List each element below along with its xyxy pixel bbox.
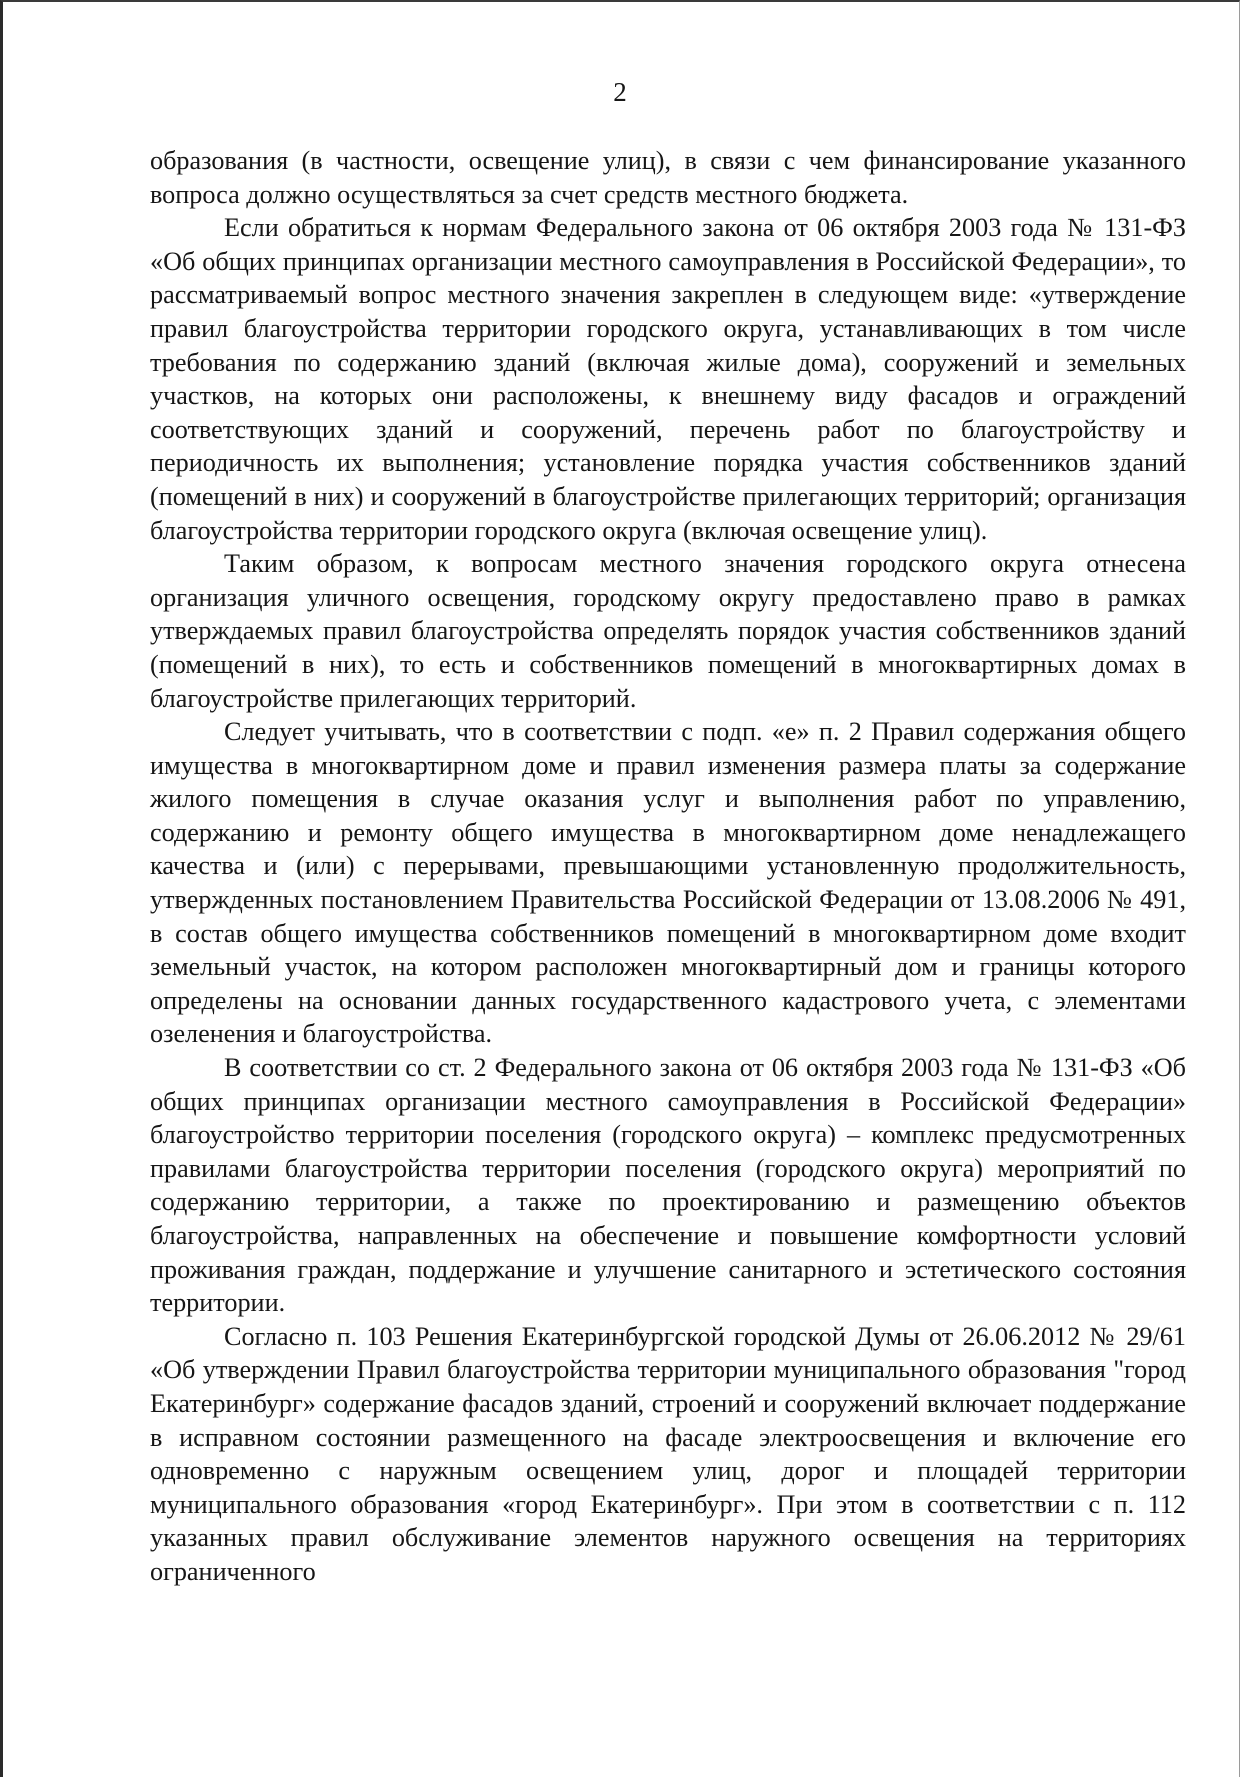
page-number: 2 xyxy=(613,77,627,107)
paragraph-continuation: образования (в частности, освещение улиц), в связи с чем финансирование указанного вопроса должно осуществляться за счет средств местного бюджета. xyxy=(150,146,1186,209)
paragraph-common-property-rules: Следует учитывать, что в соответствии с подп. «е» п. 2 Правил содержания общего имущества в многоквартирном доме и правил изменения размера платы за содержание жилого помещения в случае оказания услуг и выполнения работ по управлению, содержанию и ремонту общего имущества в многоквартирном доме ненадлежащего качества и (или) с перерывами, превышающими установленную продолжительность, утвержденных постановлением Правительства Российской Федерации от 13.08.2006 № 491, в состав общего имущества собственников помещений в многоквартирном доме входит земельный участок, на котором расположен многоквартирный дом и границы которого определены на основании данных государственного кадастрового учета, с элементами озеленения и благоустройства. xyxy=(150,717,1186,1049)
paragraph-federal-law-131: Если обратиться к нормам Федерального закона от 06 октября 2003 года № 131-ФЗ «Об общих принципах организации местного самоуправления в Российской Федерации», то рассматриваемый вопрос местного значения закреплен в следующем виде: «утверждение правил благоустройства территории городского округа, устанавливающих в том числе требования по содержанию зданий (включая жилые дома), сооружений и земельных участков, на которых они расположены, к внешнему виду фасадов и ограждений соответствующих зданий и сооружений, перечень работ по благоустройству и периодичность их выполнения; установление порядка участия собственников зданий (помещений в них) и сооружений в благоустройстве прилегающих территорий; организация благоустройства территории городского округа (включая освещение улиц). xyxy=(150,213,1186,545)
paragraph-article-2-definition: В соответствии со ст. 2 Федерального закона от 06 октября 2003 года № 131-ФЗ «Об общих принципах организации местного самоуправления в Российской Федерации» благоустройство территории поселения (городского округа) – комплекс предусмотренных правилами благоустройства территории поселения (городского округа) мероприятий по содержанию территории, а также по проектированию и размещению объектов благоустройства, направленных на обеспечение и повышение комфортности условий проживания граждан, поддержание и улучшение санитарного и эстетического состояния территории. xyxy=(150,1053,1186,1318)
paragraph-street-lighting: Таким образом, к вопросам местного значения городского округа отнесена организация уличного освещения, городскому округу предоставлено право в рамках утверждаемых правил благоустройства определять порядок участия собственников зданий (помещений в них), то есть и собственников помещений в многоквартирных домах в благоустройстве прилегающих территорий. xyxy=(150,549,1186,713)
document-body xyxy=(150,144,1186,1589)
paragraph-ekaterinburg-decision: Согласно п. 103 Решения Екатеринбургской городской Думы от 26.06.2012 № 29/61 «Об утверждении Правил благоустройства территории муниципального образования "город Екатеринбург» содержание фасадов зданий, строений и сооружений включает поддержание в исправном состоянии размещенного на фасаде электроосвещения и включение его одновременно с наружным освещением улиц, дорог и площадей территории муниципального образования «город Екатеринбург». При этом в соответствии с п. 112 указанных правил обслуживание элементов наружного освещения на территориях ограниченного xyxy=(150,1321,1186,1586)
